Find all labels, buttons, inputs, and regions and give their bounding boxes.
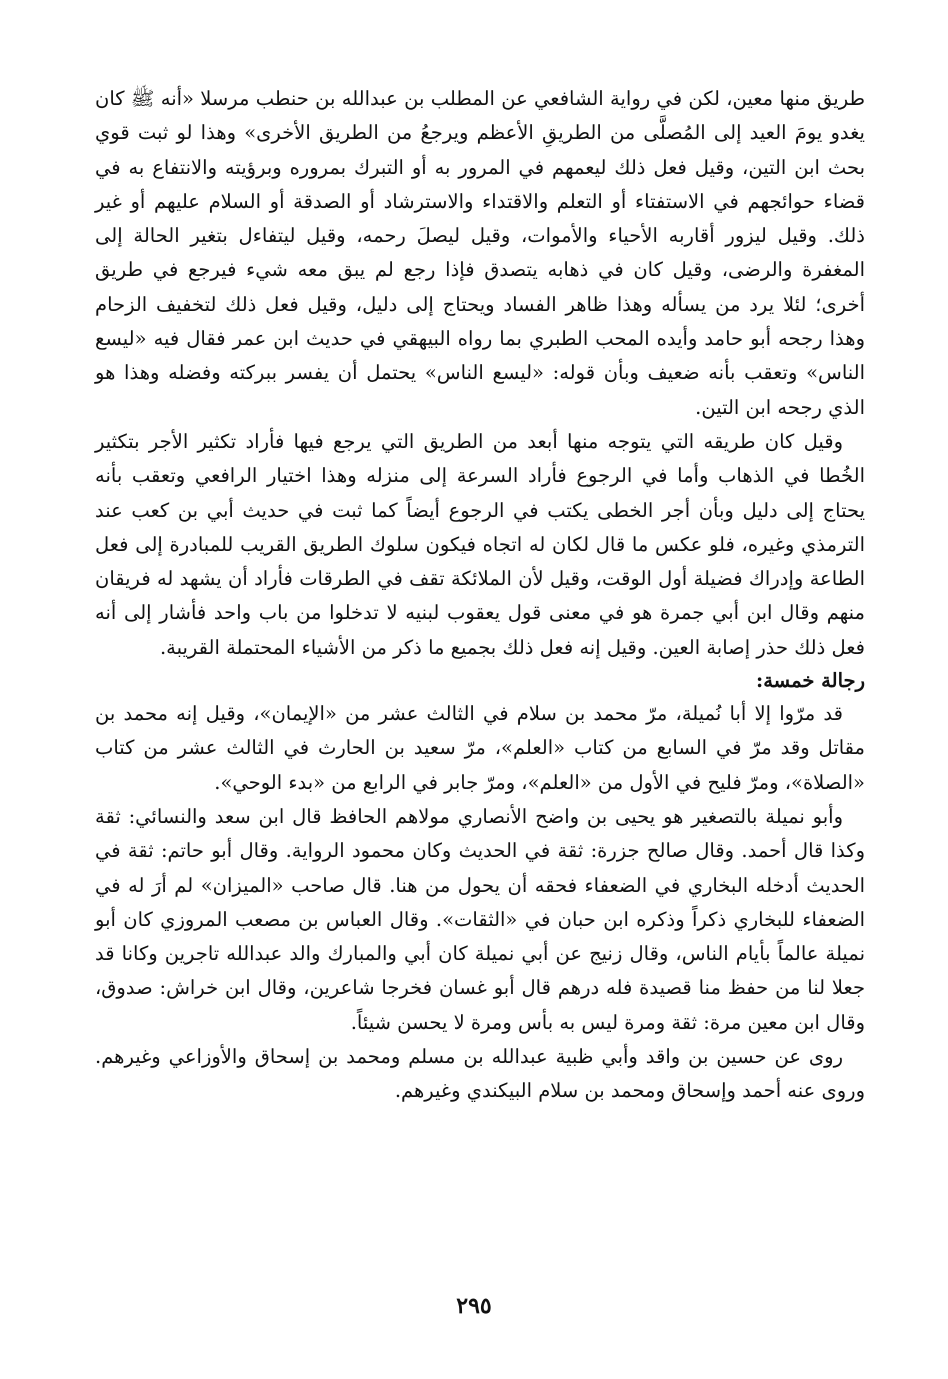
paragraph-narrated-from: روى عن حسين بن واقد وأبي ظبية عبدالله بن مسلم ومحمد بن إسحاق والأوزاعي وغيرهم. وروى عنه أحمد وإسحاق ومحمد بن سلام البيكندي وغيرهم.: [95, 1045, 865, 1103]
paragraph-abu-numaila: وأبو نميلة بالتصغير هو يحيى بن واضح الأنصاري مولاهم الحافظ قال ابن سعد والنسائي: ثقة وكذا قال أحمد. وقال صالح جزرة: ثقة في الحديث وكان محمود الرواية. وقال أبو حاتم: ثقة في الحديث أدخله البخاري في الضعفاء فحقه أن يحول من هنا. قال صاحب «الميزان» لم أرَ له في الضعفاء للبخاري ذكراً وذكره ابن حبان في «الثقات». وقال العباس بن مصعب المروزي كان أبو نميلة عالماً بأيام الناس، وقال زنيج عن أبي نميلة كان أبي والمبارك والد عبدالله تاجرين وكانا قد جعلا لنا من حفظ منا قصيدة فله درهم قال أبو غسان فخرجا شاعرين، وقال ابن خراش: صدوق، وقال ابن معين مرة: ثقة ومرة ليس به بأس ومرة لا يحسن شيئاً.: [95, 804, 865, 1034]
page-number: ٢٩٥: [456, 1293, 492, 1319]
paragraph-longer-path: وقيل كان طريقه التي يتوجه منها أبعد من الطريق التي يرجع فيها فأراد تكثير الأجر بتكثير الخُطا في الذهاب وأما في الرجوع فأراد السرعة إلى منزله وهذا اختيار الرافعي وتعقب بأنه يحتاج إلى دليل وبأن أجر الخطى يكتب في الرجوع أيضاً كما ثبت في حديث أبي بن كعب عند الترمذي وغيره، فلو عكس ما قال لكان له اتجاه فيكون سلوك الطريق القريب للمبادرة إلى فعل الطاعة وإدراك فضيلة أول الوقت، وقيل لأن الملائكة تقف في الطرقات فأراد أن يشهد له فريقان منهم وقال ابن أبي جمرة هو في معنى قول يعقوب لبنيه لا تدخلوا من باب واحد فأشار إلى أنه فعل ذلك حذر إصابة العين. وقيل إنه فعل ذلك بجميع ما ذكر من الأشياء المحتملة القريبة.: [95, 429, 865, 659]
page-body: [95, 82, 865, 1109]
narrators-section: [95, 697, 865, 1109]
commentary-section: [95, 82, 865, 665]
paragraph-reasons: طريق منها معين، لكن في رواية الشافعي عن المطلب بن عبدالله بن حنطب مرسلا «أنه ﷺ كان يغدو يومَ العيد إلى المُصلَّى من الطريقِ الأعظم ويرجعُ من الطريق الأخرى» وهذا لو ثبت قوي بحث ابن التين، وقيل فعل ذلك ليعمهم في المرور به أو التبرك بمروره وبرؤيته والانتفاع به في قضاء حوائجهم في الاستفتاء أو التعلم والاقتداء والاسترشاد أو الصدقة أو السلام عليهم أو غير ذلك. وقيل ليزور أقاربه الأحياء والأموات، وقيل ليصلَ رحمه، وقيل ليتفاءل بتغير الحالة إلى المغفرة والرضى، وقيل كان في ذهابه يتصدق فإذا رجع لم يبق معه شيء فيرجع في طريق أخرى؛ لئلا يرد من يسأله وهذا ظاهر الفساد ويحتاج إلى دليل، وقيل فعل ذلك لتخفيف الزحام وهذا رجحه أبو حامد وأيده المحب الطبري بما رواه البيهقي في حديث ابن عمر فقال فيه «ليسع الناس» وتعقب بأنه ضعيف وبأن قوله: «ليسع الناس» يحتمل أن يفسر ببركته وفضله وهذا هو الذي رجحه ابن التين.: [95, 87, 865, 419]
paragraph-narrators: قد مرّوا إلا أبا نُميلة، مرّ محمد بن سلام في الثالث عشر من «الإيمان»، وقيل إنه محمد بن مقاتل وقد مرّ في السابع من كتاب «العلم»، مرّ سعيد بن الحارث في الثالث عشر من كتاب «الصلاة»، ومرّ فليح في الأول من «العلم»، ومرّ جابر في الرابع من «بدء الوحي».: [95, 702, 865, 794]
section-heading: رجالة خمسة:: [756, 669, 865, 693]
